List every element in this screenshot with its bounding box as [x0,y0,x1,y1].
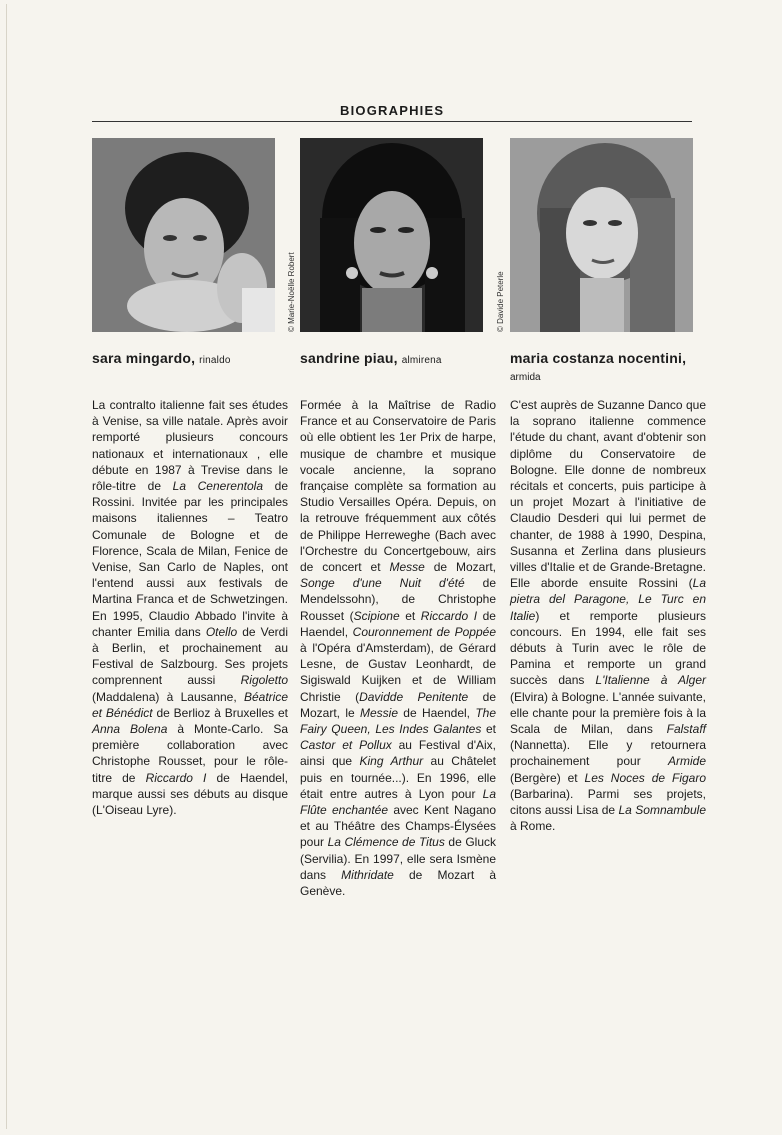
work-title: Castor et Pollux [300,738,392,753]
bio-text: Formée à la Maîtrise de Radio France et au Conservatoire de Paris où elle obtient les 1er Prix de harpe, musique de chambre et musique vocale ancienne, la soprano française complète sa formation au Studio Versailles Opéra. Depuis, on la retrouve fréquemment aux côtés de Philippe Herreweghe (Bach avec l'Orchestre du Concertgebouw, airs de concert et [300,398,496,575]
bio-text: (Barbarina). Parmi ses projets, citons aussi Lisa de [510,786,706,818]
work-title: Falstaff [666,722,706,737]
bio-text: au Châtelet puis en tournée...). En 1996, elle était entre autres à Lyon pour [300,754,496,801]
photo-credit: © Davide Peterle [496,271,505,332]
work-title: Béatrice et Bénédict [92,689,288,720]
bio-text: de Haendel, [300,608,496,639]
bio-text: de Berlioz à Bruxelles et [152,705,288,720]
artist-role: almirena [401,355,442,366]
bio-text: de Rossini. Invitée par les principales maisons italiennes – Teatro Comunale de Bologne et de Florence, Scala de Milan, Fenice de Venise, San Carlo de Naples, ont l'entend aussi aux festivals de Martina Franca et de Schwetzingen. En 1995, Claudio Abbado l'invite à chanter Emilia dans [92,479,289,639]
work-title: Armide [667,754,706,769]
bio-text: de Mozart, le [300,689,497,720]
work-title: Rigoletto [240,673,288,688]
bio-text: (Bergère) et [510,770,585,785]
bio-text: ) et remporte plusieurs concours. En 1994, elle fait ses débuts à Turin avec le rôle de Pamina et remporte un grand succès dans [510,608,706,688]
bio-text: avec Kent Nagano et au Théâtre des Champs-Élysées pour [300,803,496,850]
portrait-photo-sara-mingardo [92,138,275,332]
bio-text: (Elvira) à Bologne. L'année suivante, elle chante pour la première fois à la Scala de Milan, dans [510,689,706,737]
bio-text: de Mozart à Genève. [300,867,496,899]
bio-text: de Gluck (Servilia). En 1997, elle sera Ismène dans [300,835,496,882]
artist-biography [510,397,706,834]
work-title: Les Noces de Figaro [584,770,706,785]
artist-name-heading [92,350,231,366]
artist-role: armida [510,372,541,383]
work-title: La Somnambule [618,803,706,818]
artist-name-heading [300,350,442,366]
work-title: Songe d'une Nuit d'été [300,576,465,591]
artist-biography [92,397,288,818]
work-title: Couronnement de Poppée [352,624,496,639]
bio-text: au Festival d'Aix, ainsi que [300,738,497,769]
artist-biography [300,397,496,899]
work-title: The Fairy Queen, Les Indes Galantes [300,705,497,737]
bio-text: de Mozart, [424,560,496,575]
work-title: Otello [205,624,238,639]
header-rule [92,121,692,122]
bio-text: et [481,722,496,737]
work-title: Scipione [353,608,400,623]
bio-text: de Verdi à Berlin, et prochainement au Festival de Salzbourg. Ses projets comprennent aussi [92,624,288,688]
artist-name-heading [510,350,686,366]
bio-text: et [399,608,421,623]
bio-text: C'est auprès de Suzanne Danco que la soprano italienne commence l'étude du chant, avant d'obtenir son diplôme du Conservatoire de Bologne. Elle donne de nombreux récitals et concerts, puis participe à un projet Mozart à l'initiative de Claudio Desderi qui lui permet de chanter, de 1988 à 1990, Despina, Susanna et Zerlina dans plusieurs villes d'Italie et de Grande-Bretagne. Elle aborde ensuite Rossini ( [510,398,706,591]
artist-name: sara mingardo, [92,350,196,366]
work-title: Anna Bolena [92,722,168,737]
work-title: La Cenerentola [172,479,264,494]
work-title: King Arthur [359,754,424,769]
bio-text: (Maddalena) à Lausanne, [92,689,244,704]
artist-name: sandrine piau, [300,350,398,366]
work-title: La Flûte enchantée [300,786,496,818]
work-title: La Clémence de Titus [327,835,445,850]
portrait-photo-sandrine-piau [300,138,483,332]
photo-credit: © Marie-Noëlle Robert [287,252,296,332]
bio-text: de Haendel, marque aussi ses débuts au disque (L'Oiseau Lyre). [92,770,288,818]
bio-text: de Mendelssohn), de Christophe Rousset ( [300,576,496,623]
bio-text: à Monte-Carlo. Sa première collaboration avec Christophe Rousset, pour le rôle-titre de [92,722,288,785]
bio-text: (Nannetta). Elle y retournera prochainement pour [510,738,706,769]
work-title: Riccardo I [420,608,478,623]
bio-text: La contralto italienne fait ses études à Venise, sa ville natale. Après avoir remporté plusieurs concours nationaux et internationaux , elle débute en 1987 à Trevise dans le rôle-titre de [92,398,288,494]
bio-text: à l'Opéra d'Amsterdam), de Gérard Lesne, de Gustav Leonhardt, de Sigiswald Kuijken et de William Christie ( [300,641,496,704]
work-title: Messie [359,705,398,720]
section-title: BIOGRAPHIES [340,103,445,118]
artist-name: maria costanza nocentini, [510,350,687,366]
artist-role: rinaldo [199,355,231,366]
work-title: Davidde Penitente [359,689,469,704]
work-title: Messe [389,560,425,575]
work-title: L'Italienne à Alger [595,673,706,688]
portrait-photo-maria-costanza-nocentini [510,138,693,332]
work-title: Riccardo I [145,770,207,785]
bio-text: de Haendel, [398,705,476,720]
work-title: La pietra del Paragone, Le Turc en Italie [510,576,706,623]
bio-text: à Rome. [510,819,556,834]
work-title: Mithridate [341,867,394,882]
